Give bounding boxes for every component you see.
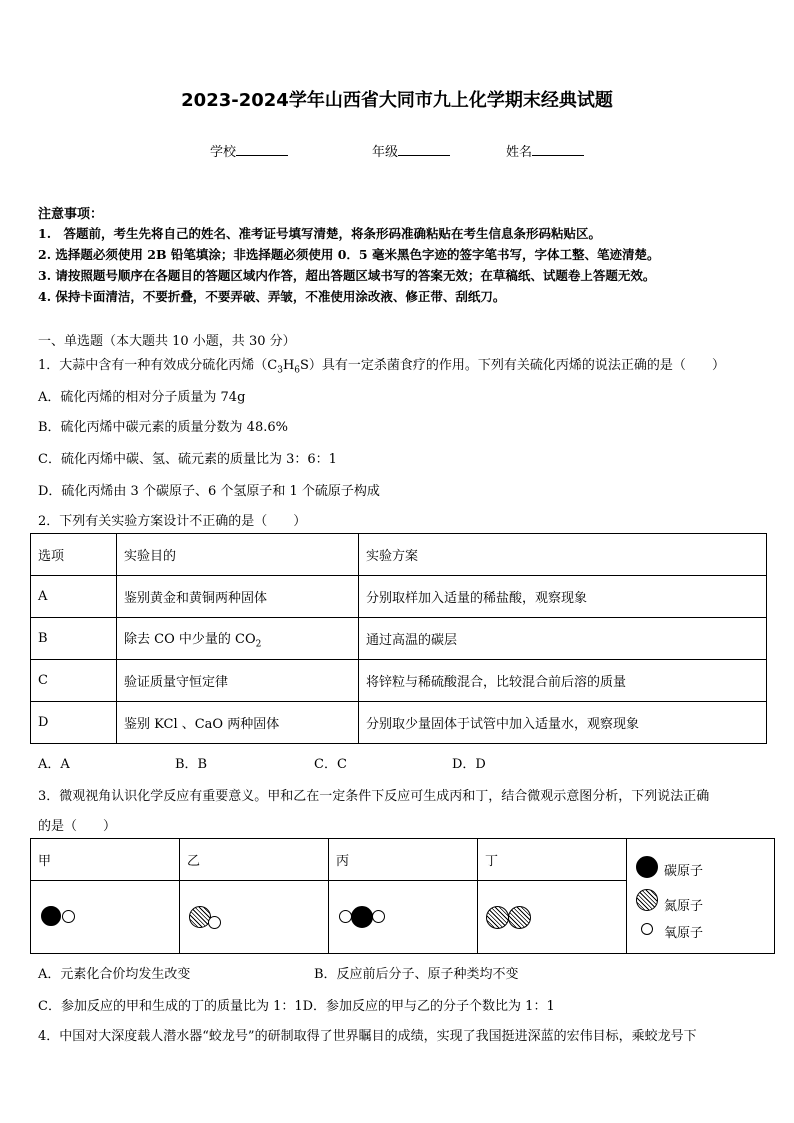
- table-cell: 鉴别 KCl 、CaO 两种固体: [117, 702, 359, 744]
- table-cell: C: [31, 660, 117, 702]
- table-header-cell: 丙: [329, 839, 478, 881]
- question-1-option-a[interactable]: A．硫化丙烯的相对分子质量为 74g: [38, 390, 246, 405]
- school-label: 学校: [210, 145, 237, 160]
- question-2-option-b[interactable]: B．B: [175, 757, 208, 772]
- table-cell: D: [31, 702, 117, 744]
- table-row: [31, 660, 767, 702]
- table-cell: 分别取样加入适量的稀盐酸，观察现象: [359, 576, 767, 618]
- table-header-row: [31, 534, 767, 576]
- question-4-stem: 4．中国对大深度载人潜水器“蛟龙号”的研制取得了世界瞩目的成绩，实现了我国挺进深蓝的宏伟目标，乘蛟龙号下: [38, 1029, 697, 1044]
- table-cell: 分别取少量固体于试管中加入适量水，观察现象: [359, 702, 767, 744]
- question-3-stem-cont: 的是（ ）: [38, 819, 117, 834]
- question-1-option-c[interactable]: C．硫化丙烯中碳、氢、硫元素的质量比为 3：6：1: [38, 452, 337, 467]
- table-cell: 验证质量守恒定律: [117, 660, 359, 702]
- question-3-option-b[interactable]: B．反应前后分子、原子种类均不变: [314, 967, 519, 982]
- table-cell: 将锌粒与稀硫酸混合，比较混合前后溶的质量: [359, 660, 767, 702]
- oxygen-atom-legend-icon: [641, 923, 653, 935]
- question-1-option-d[interactable]: D．硫化丙烯由 3 个碳原子、6 个氢原子和 1 个硫原子构成: [38, 484, 380, 499]
- question-2-option-a[interactable]: A．A: [38, 757, 70, 772]
- table-cell: 除去 CO 中少量的 $CO_2$: [117, 618, 359, 660]
- oxygen-atom: [208, 916, 221, 929]
- section-heading: 一、单选题（本大题共 10 小题，共 30 分）: [38, 334, 296, 349]
- question-1-stem: 1．大蒜中含有一种有效成分硫化丙烯$(C_3H_6S)$具有一定杀菌食疗的作用。下列有关硫化丙烯的说法正确的是（ ）: [38, 358, 725, 376]
- note-item: 1. 答题前，考生先将自己的姓名、准考证号填写清楚，将条形码准确粘贴在考生信息条形码粘贴区。: [38, 226, 602, 241]
- table-header-cell: 丁: [478, 839, 627, 881]
- grade-label: 年级: [372, 145, 399, 160]
- table-cell: B: [31, 618, 117, 660]
- nitrogen-atom: [508, 906, 531, 929]
- carbon-atom: [41, 906, 61, 926]
- legend-nitrogen: 氮原子: [664, 899, 704, 914]
- question-3-stem: 3．微观视角认识化学反应有重要意义。甲和乙在一定条件下反应可生成丙和丁，结合微观示意图分析，下列说法正确: [38, 789, 710, 804]
- page-title: 2023-2024学年山西省大同市九上化学期末经典试题: [181, 90, 613, 111]
- note-item: 3. 请按照题号顺序在各题目的答题区域内作答，超出答题区域书写的答案无效；在草稿纸、试题卷上答题无效。: [38, 268, 656, 283]
- table-cell: 通过高温的碳层: [359, 618, 767, 660]
- question-2-table: [30, 533, 767, 744]
- question-2-option-d[interactable]: D．D: [452, 757, 486, 772]
- name-label: 姓名: [506, 145, 533, 160]
- note-item: 2. 选择题必须使用 2B 铅笔填涂；非选择题必须使用 0．5 毫米黑色字迹的签字笔书写，字体工整、笔迹清楚。: [38, 247, 660, 262]
- table-row: [31, 702, 767, 744]
- question-1-option-b[interactable]: B．硫化丙烯中碳元素的质量分数为 48.6%: [38, 420, 288, 435]
- nitrogen-atom: [486, 906, 509, 929]
- nitrogen-atom-legend-icon: [636, 889, 658, 911]
- carbon-atom: [351, 906, 373, 928]
- legend-oxygen: 氧原子: [664, 926, 704, 941]
- table-cell: 鉴别黄金和黄铜两种固体: [117, 576, 359, 618]
- question-3-options-cd[interactable]: C．参加反应的甲和生成的丁的质量比为 1：1D．参加反应的甲与乙的分子个数比为 1：1: [38, 999, 555, 1014]
- table-header-row: [31, 839, 775, 881]
- table-row: [31, 618, 767, 660]
- oxygen-atom: [372, 910, 385, 923]
- legend-carbon: 碳原子: [664, 864, 704, 879]
- name-field[interactable]: [506, 141, 584, 160]
- table-header-cell: 实验方案: [359, 534, 767, 576]
- school-field[interactable]: [210, 141, 288, 160]
- table-header-cell: 乙: [180, 839, 329, 881]
- table-cell: A: [31, 576, 117, 618]
- question-2-option-c[interactable]: C．C: [314, 757, 347, 772]
- table-row: [31, 576, 767, 618]
- table-header-cell: 甲: [31, 839, 180, 881]
- table-header-cell: 实验目的: [117, 534, 359, 576]
- question-2-stem: 2．下列有关实验方案设计不正确的是（ ）: [38, 514, 307, 529]
- carbon-atom-legend-icon: [636, 856, 658, 878]
- grade-field[interactable]: [372, 141, 450, 160]
- table-header-cell: 选项: [31, 534, 117, 576]
- question-3-option-a[interactable]: A．元素化合价均发生改变: [38, 967, 191, 982]
- notes-heading: 注意事项：: [38, 207, 104, 222]
- oxygen-atom: [62, 910, 75, 923]
- note-item: 4. 保持卡面清洁，不要折叠，不要弄破、弄皱，不准使用涂改液、修正带、刮纸刀。: [38, 289, 506, 304]
